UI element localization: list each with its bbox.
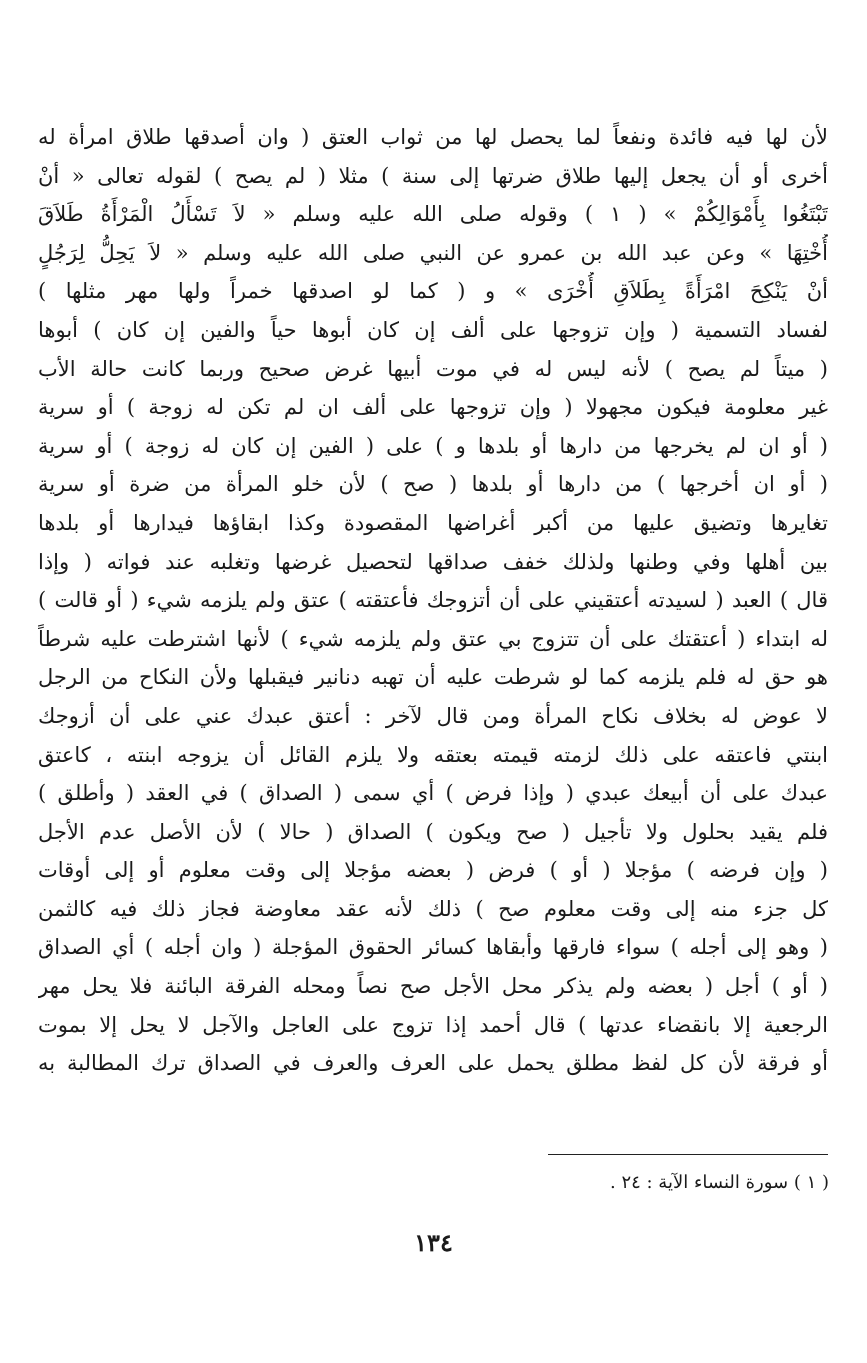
text-line: قال ) العبد ( لسيدته أعتقيني على أن أتزوجك فأعتقته ) عتق ولم يلزمه شيء ( أو قالت ) xyxy=(38,588,828,613)
footnote-divider xyxy=(548,1154,828,1155)
text-line: أنْ يَنْكِحَ امْرَأَةً بِطَلاَقِ أُخْرَى » و ( كما لو اصدقها خمراً ولها مهر مثلها ) xyxy=(38,279,828,304)
text-line: لفساد التسمية ( وإن تزوجها على ألف إن كان أبوها حياً والفين إن كان ) أبوها xyxy=(38,317,828,342)
text-line: ابنتي فاعتقه على ذلك لزمته قيمته بعتقه ولا يلزم القائل أن يزوجه ابنته ، كاعتق xyxy=(38,742,828,767)
text-line: بين أهلها وفي وطنها ولذلك خفف صداقها لتحصيل غرضها وتغلبه عند فواته ( وإذا xyxy=(38,549,828,574)
text-line: تغايرها وتضيق عليها من أكبر أغراضها المقصودة وكذا ابقاؤها فيدارها أو بلدها xyxy=(38,510,828,535)
text-line: ( وهو إلى أجله ) سواء فارقها وأبقاها كسائر الحقوق المؤجلة ( وان أجله ) أي الصداق xyxy=(38,935,828,960)
text-line: له ابتداء ( أعتقتك على أن تتزوج بي عتق ولم يلزمه شيء ) لأنها اشترطت عليه شرطاً xyxy=(38,626,828,651)
text-line: ( أو ان أخرجها ) من دارها أو بلدها ( صح ) لأن خلو المرأة من ضرة أو سرية xyxy=(38,472,828,497)
text-line: أو فرقة لأن كل لفظ مطلق يحمل على العرف والعرف في الصداق ترك المطالبة به xyxy=(38,1051,828,1076)
main-text-block xyxy=(38,118,828,1083)
text-line: ( وإن فرضه ) مؤجلا ( أو ) فرض ( بعضه مؤجلا إلى وقت معلوم أو إلى أوقات xyxy=(38,858,828,883)
text-line: عبدك على أن أبيعك عبدي ( وإذا فرض ) أي سمى ( الصداق ) في العقد ( وأطلق ) xyxy=(38,781,828,806)
footnote: ( ١ ) سورة النساء الآية : ٢٤ . xyxy=(610,1172,829,1193)
text-line: الرجعية إلا بانقضاء عدتها ) قال أحمد إذا تزوج على العاجل والآجل لا يحل إلا بموت xyxy=(38,1012,828,1037)
text-line: ( أو ) أجل ( بعضه ولم يذكر محل الأجل صح نصاً ومحله الفرقة البائنة فلا يحل مهر xyxy=(38,974,828,999)
text-line: لا عوض له بخلاف نكاح المرأة ومن قال لآخر : أعتق عبدك عني على أن أزوجك xyxy=(38,703,828,728)
text-line: أُخْتِهَا » وعن عبد الله بن عمرو عن النبي صلى الله عليه وسلم « لاَ يَحِلُّ لِرَجُلٍ xyxy=(38,240,828,265)
text-line: ( ميتاً لم يصح ) لأنه ليس له في موت أبيها غرض صحيح وربما كانت حالة الأب xyxy=(38,356,828,381)
page-number: ١٣٤ xyxy=(414,1228,453,1257)
text-line: هو حق له فلم يلزمه كما لو شرطت عليه أن تهبه دنانير فيقبلها ولأن النكاح من الرجل xyxy=(38,665,828,690)
text-line: أخرى أو أن يجعل إليها طلاق ضرتها إلى سنة ) مثلا ( لم يصح ) لقوله تعالى « أنْ xyxy=(38,163,828,188)
text-line: ( أو ان لم يخرجها من دارها أو بلدها و ) على ( الفين إن كان له زوجة ) أو سرية xyxy=(38,433,828,458)
text-line: غير معلومة فيكون مجهولا ( وإن تزوجها على ألف ان لم تكن له زوجة ) أو سرية xyxy=(38,395,828,420)
text-line: فلم يقيد بحلول ولا تأجيل ( صح ويكون ) الصداق ( حالا ) لأن الأصل عدم الأجل xyxy=(38,819,828,844)
text-line: تَبْتَغُوا بِأَمْوَالِكُمْ » ( ١ ) وقوله صلى الله عليه وسلم « لاَ تَسْأَلُ الْمَرْأَةُ طَلاَقَ xyxy=(38,202,828,227)
text-line: لأن لها فيه فائدة ونفعاً لما يحصل لها من ثواب العتق ( وان أصدقها طلاق امرأة له xyxy=(38,125,828,149)
text-line: كل جزء منه إلى وقت معلوم صح ) ذلك لأنه عقد معاوضة فجاز ذلك فيه كالثمن xyxy=(38,896,828,921)
